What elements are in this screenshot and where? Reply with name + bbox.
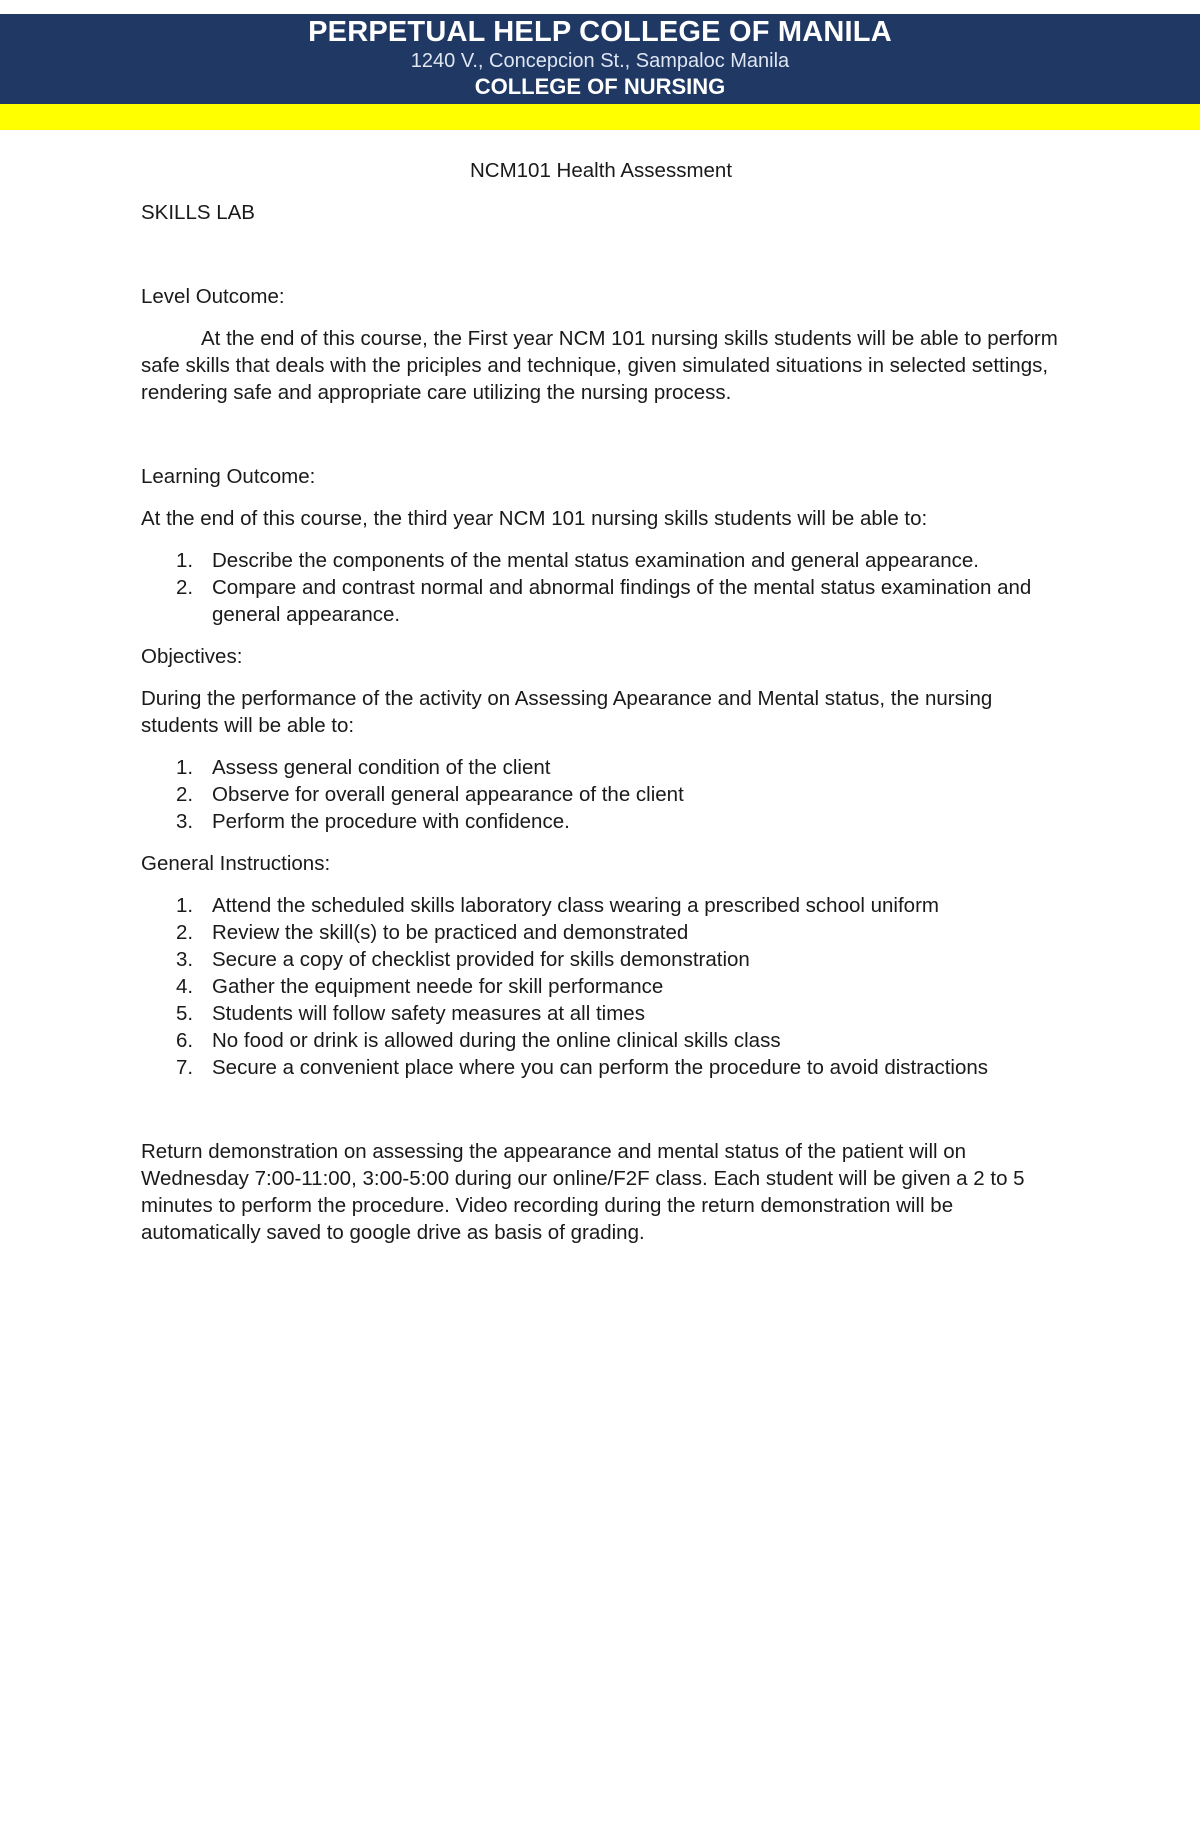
general-instructions-list bbox=[141, 892, 1061, 1081]
return-demonstration-text: Return demonstration on assessing the appearance and mental status of the patient will on Wednesday 7:00-11:00, 3:00-5:00 during our online/F2F class. Each student will be given a 2 to 5 minutes to perform the procedure. Video recording during the return demonstration will be automatically saved to google drive as basis of grading. bbox=[141, 1140, 1025, 1244]
list-item-text: Perform the procedure with confidence. bbox=[212, 810, 570, 833]
list-item-text: Students will follow safety measures at all times bbox=[212, 1002, 645, 1025]
list-number: 2. bbox=[176, 783, 194, 806]
list-item-text: Describe the components of the mental status examination and general appearance. bbox=[212, 549, 979, 572]
list-item-text: Attend the scheduled skills laboratory class wearing a prescribed school uniform bbox=[212, 894, 939, 917]
list-item-text: Secure a copy of checklist provided for skills demonstration bbox=[212, 948, 750, 971]
objectives-heading: Objectives: bbox=[141, 645, 243, 668]
list-number: 4. bbox=[176, 975, 194, 998]
list-item-text: Review the skill(s) to be practiced and demonstrated bbox=[212, 921, 689, 944]
spacer bbox=[141, 241, 1061, 283]
department-name: COLLEGE OF NURSING bbox=[474, 74, 726, 99]
list-number: 7. bbox=[176, 1056, 194, 1079]
learning-outcome-heading: Learning Outcome: bbox=[141, 465, 316, 488]
list-number: 5. bbox=[176, 1002, 194, 1025]
list-item bbox=[141, 1054, 1061, 1081]
list-number: 1. bbox=[176, 549, 194, 572]
list-number: 1. bbox=[176, 894, 194, 917]
list-item bbox=[141, 892, 1061, 919]
college-name: PERPETUAL HELP COLLEGE OF MANILA bbox=[308, 16, 892, 48]
list-item bbox=[141, 547, 1061, 574]
list-number: 2. bbox=[176, 576, 194, 599]
list-number: 2. bbox=[176, 921, 194, 944]
list-item-text: Gather the equipment neede for skill performance bbox=[212, 975, 664, 998]
list-item bbox=[141, 973, 1061, 1000]
list-item bbox=[141, 781, 1061, 808]
list-item-text: Secure a convenient place where you can perform the procedure to avoid distractions bbox=[212, 1056, 989, 1079]
course-title: NCM101 Health Assessment bbox=[469, 159, 733, 182]
list-item bbox=[141, 919, 1061, 946]
accent-stripe bbox=[0, 104, 1200, 130]
list-number: 6. bbox=[176, 1029, 194, 1052]
college-header bbox=[0, 14, 1200, 104]
list-item-text: Assess general condition of the client bbox=[212, 756, 551, 779]
list-item bbox=[141, 754, 1061, 781]
college-address: 1240 V., Concepcion St., Sampaloc Manila bbox=[410, 50, 790, 72]
list-number: 1. bbox=[176, 756, 194, 779]
spacer bbox=[141, 421, 1061, 463]
list-item bbox=[141, 946, 1061, 973]
list-item-text: Observe for overall general appearance of the client bbox=[212, 783, 684, 806]
learning-outcome-intro: At the end of this course, the third year NCM 101 nursing skills students will be able to: bbox=[141, 507, 928, 530]
objectives-intro: During the performance of the activity on Assessing Apearance and Mental status, the nursing students will be able to: bbox=[141, 687, 993, 737]
level-outcome-text: At the end of this course, the First year NCM 101 nursing skills students will be able to perform safe skills that deals with the priciples and technique, given simulated situations in selected settings, rendering safe and appropriate care utilizing the nursing process. bbox=[141, 327, 1058, 404]
spacer bbox=[141, 1096, 1061, 1138]
list-item bbox=[141, 808, 1061, 835]
list-item bbox=[141, 1000, 1061, 1027]
learning-outcome-list bbox=[141, 547, 1061, 628]
level-outcome-heading: Level Outcome: bbox=[141, 285, 285, 308]
document-body bbox=[141, 157, 1061, 1261]
list-item-text: Compare and contrast normal and abnormal findings of the mental status examination and general appearance. bbox=[212, 576, 1032, 626]
list-item bbox=[141, 574, 1061, 628]
section-label: SKILLS LAB bbox=[141, 201, 255, 224]
list-number: 3. bbox=[176, 948, 194, 971]
list-item-text: No food or drink is allowed during the online clinical skills class bbox=[212, 1029, 781, 1052]
list-number: 3. bbox=[176, 810, 194, 833]
list-item bbox=[141, 1027, 1061, 1054]
objectives-list bbox=[141, 754, 1061, 835]
general-instructions-heading: General Instructions: bbox=[141, 852, 331, 875]
